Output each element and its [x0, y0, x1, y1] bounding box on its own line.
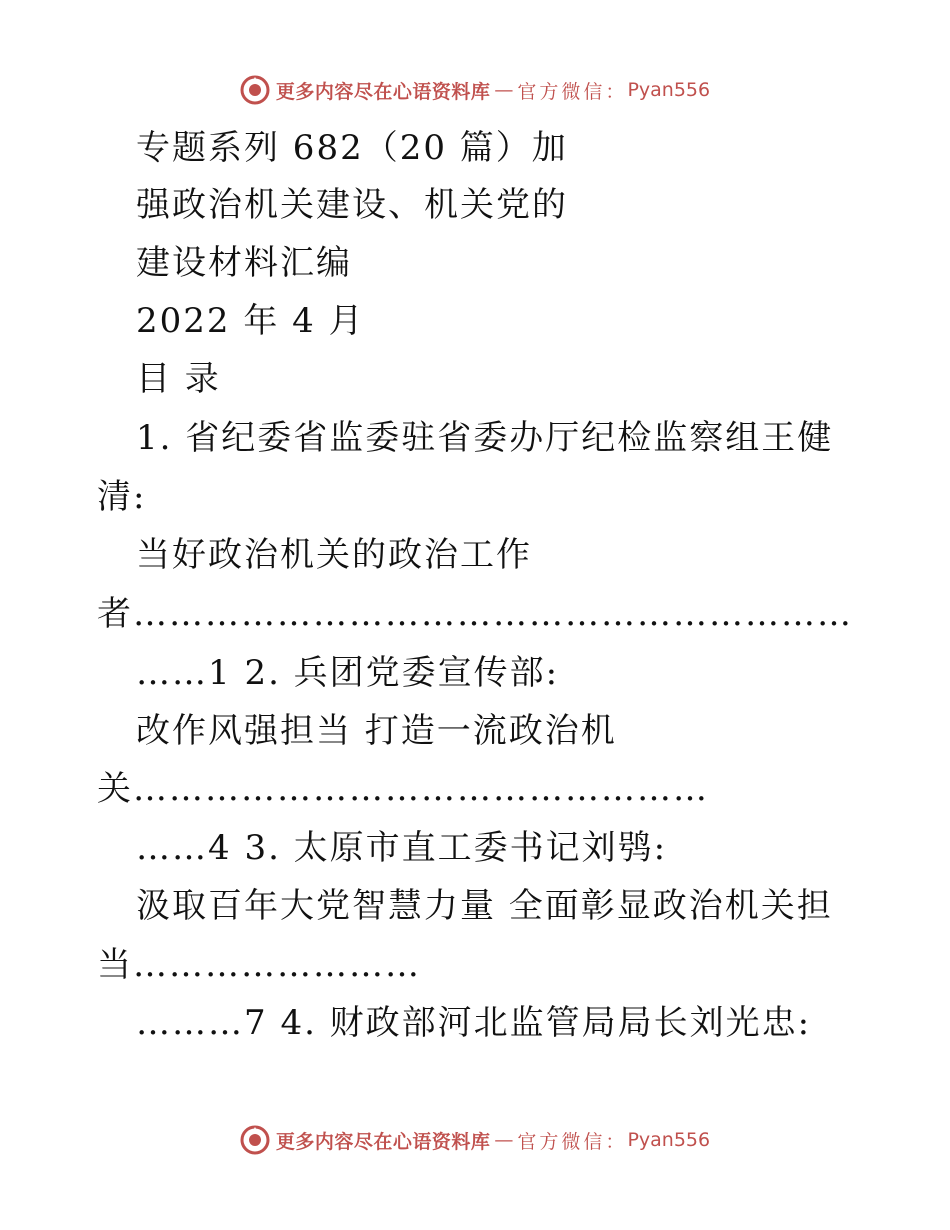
- toc-entry-2-leader: 关…………………………………………: [97, 769, 709, 809]
- watermark-text: 更多内容尽在心语资料库: [275, 80, 491, 103]
- watermark-separator: —: [494, 1129, 514, 1151]
- doc-date: 2022 年 4 月: [136, 301, 365, 341]
- doc-title-line-1: 专题系列 682（20 篇）加: [136, 128, 568, 168]
- watermark-label: 官方微信：: [517, 80, 628, 103]
- toc-entry-2-title: 改作风强担当 打造一流政治机: [136, 711, 617, 751]
- toc-entry-2-line-1: ……1 2. 兵团党委宣传部:: [136, 653, 560, 693]
- watermark-wechat-id: Pyan556: [627, 1129, 711, 1151]
- doc-title-line-2: 强政治机关建设、机关党的: [136, 185, 568, 225]
- doc-title-line-3: 建设材料汇编: [136, 243, 352, 283]
- toc-entry-4-line-1: ………7 4. 财政部河北监管局局长刘光忠:: [136, 1003, 812, 1043]
- footer-watermark: [0, 1120, 950, 1160]
- watermark-wechat-id: Pyan556: [627, 79, 711, 101]
- watermark-text: 更多内容尽在心语资料库: [275, 1130, 491, 1153]
- header-watermark: [0, 70, 950, 110]
- toc-entry-3-leader: 当……………………: [97, 945, 421, 985]
- watermark-label: 官方微信：: [517, 1130, 628, 1153]
- toc-entry-1-title: 当好政治机关的政治工作: [136, 535, 532, 575]
- toc-entry-1-line-1: 1. 省纪委省监委驻省委办厅纪检监察组王健: [136, 418, 834, 458]
- brand-logo-icon: [240, 1125, 270, 1155]
- toc-heading: 目 录: [136, 359, 221, 399]
- brand-logo-icon: [240, 75, 270, 105]
- watermark-separator: —: [494, 79, 514, 101]
- toc-entry-1-leader: 者……………………………………………………: [97, 594, 853, 634]
- toc-entry-3-title: 汲取百年大党智慧力量 全面彰显政治机关担: [136, 886, 833, 926]
- toc-entry-3-line-1: ……4 3. 太原市直工委书记刘鸮:: [136, 828, 668, 868]
- toc-entry-1-line-2: 清:: [97, 477, 147, 517]
